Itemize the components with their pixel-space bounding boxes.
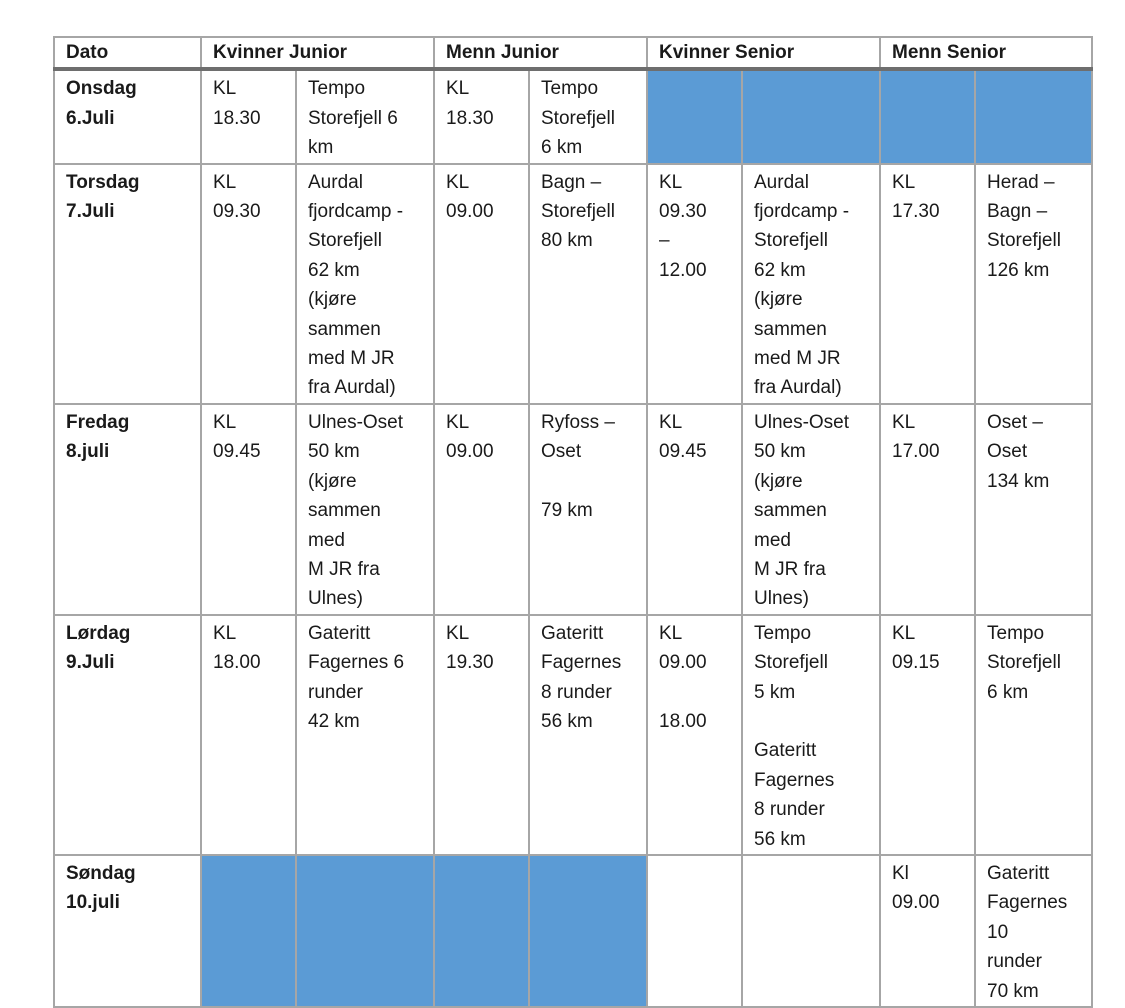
schedule-table	[53, 36, 1093, 1008]
table-row	[54, 164, 1092, 404]
menn-senior-time-cell: KL 17.30	[880, 164, 975, 404]
filled-cell	[742, 69, 880, 163]
menn-senior-time-cell: Kl 09.00	[880, 855, 975, 1007]
header-kvinner-senior: Kvinner Senior	[647, 37, 880, 69]
menn-junior-event-cell: Ryfoss – Oset 79 km	[529, 404, 647, 615]
date-cell: Torsdag 7.Juli	[54, 164, 201, 404]
menn-junior-time-cell: KL 19.30	[434, 615, 529, 855]
kvinner-senior-event-cell: Ulnes-Oset 50 km (kjøre sammen med M JR fra Ulnes)	[742, 404, 880, 615]
filled-cell	[880, 69, 975, 163]
menn-senior-time-cell: KL 17.00	[880, 404, 975, 615]
menn-junior-time-cell: KL 09.00	[434, 404, 529, 615]
kvinner-junior-event-cell: Ulnes-Oset 50 km (kjøre sammen med M JR fra Ulnes)	[296, 404, 434, 615]
date-cell: Søndag 10.juli	[54, 855, 201, 1007]
kvinner-senior-time-cell: KL 09.45	[647, 404, 742, 615]
menn-junior-time-cell: KL 18.30	[434, 69, 529, 163]
kvinner-senior-event-cell	[742, 855, 880, 1007]
header-menn-junior: Menn Junior	[434, 37, 647, 69]
date-cell: Lørdag 9.Juli	[54, 615, 201, 855]
kvinner-junior-event-cell: Gateritt Fagernes 6 runder 42 km	[296, 615, 434, 855]
header-kvinner-junior: Kvinner Junior	[201, 37, 434, 69]
table-row	[54, 855, 1092, 1007]
menn-junior-event-cell: Bagn – Storefjell 80 km	[529, 164, 647, 404]
kvinner-senior-time-cell	[647, 855, 742, 1007]
menn-senior-event-cell: Oset – Oset 134 km	[975, 404, 1092, 615]
date-cell: Fredag 8.juli	[54, 404, 201, 615]
filled-cell	[296, 855, 434, 1007]
kvinner-junior-event-cell: Aurdal fjordcamp - Storefjell 62 km (kjøre sammen med M JR fra Aurdal)	[296, 164, 434, 404]
menn-senior-event-cell: Gateritt Fagernes 10 runder 70 km	[975, 855, 1092, 1007]
header-dato: Dato	[54, 37, 201, 69]
table-row	[54, 69, 1092, 163]
filled-cell	[975, 69, 1092, 163]
kvinner-junior-time-cell: KL 18.00	[201, 615, 296, 855]
filled-cell	[434, 855, 529, 1007]
menn-junior-time-cell: KL 09.00	[434, 164, 529, 404]
table-row	[54, 404, 1092, 615]
kvinner-senior-event-cell: Tempo Storefjell 5 km Gateritt Fagernes 8 runder 56 km	[742, 615, 880, 855]
filled-cell	[529, 855, 647, 1007]
kvinner-junior-time-cell: KL 09.45	[201, 404, 296, 615]
menn-senior-time-cell: KL 09.15	[880, 615, 975, 855]
kvinner-senior-time-cell: KL 09.30 – 12.00	[647, 164, 742, 404]
filled-cell	[201, 855, 296, 1007]
kvinner-junior-time-cell: KL 09.30	[201, 164, 296, 404]
kvinner-junior-event-cell: Tempo Storefjell 6 km	[296, 69, 434, 163]
header-row	[54, 37, 1092, 69]
kvinner-senior-event-cell: Aurdal fjordcamp - Storefjell 62 km (kjøre sammen med M JR fra Aurdal)	[742, 164, 880, 404]
kvinner-senior-time-cell: KL 09.00 18.00	[647, 615, 742, 855]
menn-junior-event-cell: Tempo Storefjell 6 km	[529, 69, 647, 163]
date-cell: Onsdag 6.Juli	[54, 69, 201, 163]
table-row	[54, 615, 1092, 855]
menn-senior-event-cell: Tempo Storefjell 6 km	[975, 615, 1092, 855]
header-menn-senior: Menn Senior	[880, 37, 1092, 69]
menn-senior-event-cell: Herad – Bagn – Storefjell 126 km	[975, 164, 1092, 404]
menn-junior-event-cell: Gateritt Fagernes 8 runder 56 km	[529, 615, 647, 855]
kvinner-junior-time-cell: KL 18.30	[201, 69, 296, 163]
filled-cell	[647, 69, 742, 163]
